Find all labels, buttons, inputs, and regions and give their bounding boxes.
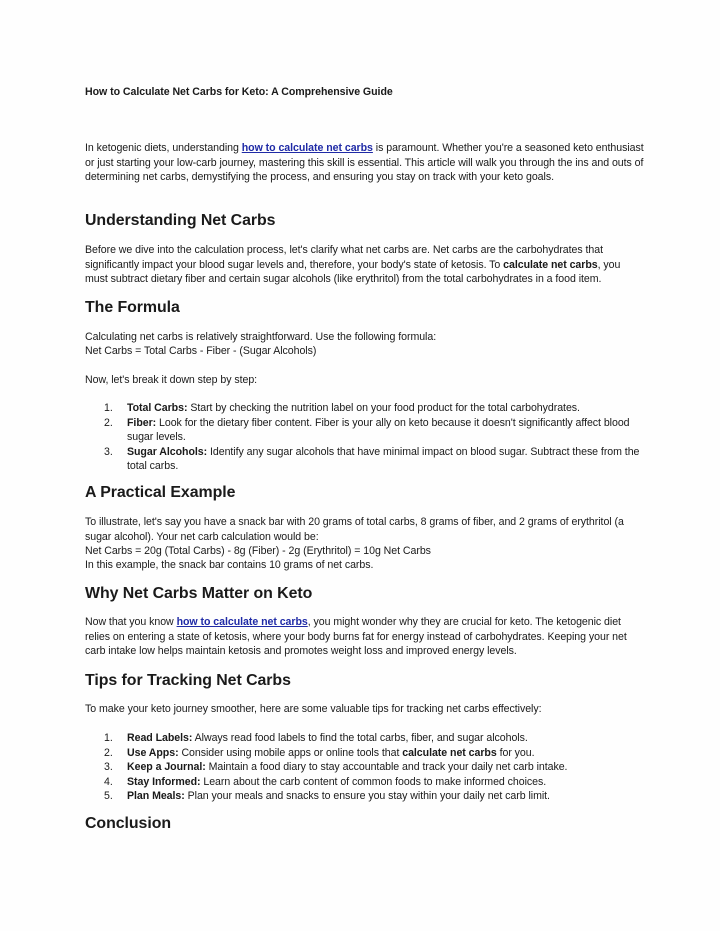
- intro-text-end: is paramount. Whether you're a seasoned keto enthusiast or just starting your low-carb journey, mastering this skill is essential. This article will walk you through the ins and outs of determining net carbs, demystifying the process, and ensuring you stay on track with your keto goals.: [85, 142, 644, 184]
- example-paragraph: To illustrate, let's say you have a snack bar with 20 grams of total carbs, 8 grams of fiber, and 2 grams of erythritol (a sugar alcohol). Your net carb calculation would be:: [85, 516, 624, 543]
- tip-text: Always read food labels to find the total carbs, fiber, and sugar alcohols.: [192, 732, 528, 744]
- section-heading-understanding: Understanding Net Carbs: [85, 212, 276, 229]
- list-item: [85, 445, 645, 474]
- step-label: Sugar Alcohols:: [127, 445, 208, 458]
- step-label: Total Carbs:: [127, 402, 188, 414]
- tip-label: Plan Meals:: [127, 790, 185, 803]
- section-heading-tips: Tips for Tracking Net Carbs: [85, 672, 291, 689]
- tips-list: [85, 731, 645, 804]
- example-equation: Net Carbs = 20g (Total Carbs) - 8g (Fiber) - 2g (Erythritol) = 10g Net Carbs: [85, 545, 431, 557]
- tip-label: Use Apps:: [127, 746, 179, 759]
- list-number: 1.: [104, 402, 113, 414]
- step-text: Start by checking the nutrition label on your food product for the total carbohydrates.: [187, 402, 580, 414]
- document-title: How to Calculate Net Carbs for Keto: A Comprehensive Guide: [85, 86, 393, 98]
- list-item: [85, 416, 645, 445]
- tip-text-end: for you.: [496, 746, 535, 759]
- list-number: 5.: [104, 790, 113, 803]
- why-text-end: , you might wonder why they are crucial for keto. The ketogenic diet relies on entering a state of ketosis, where your body burns fat for energy instead of carbohydrates. Keeping your net carb intake low helps maintain ketosis and promotes weight loss and improved energy levels.: [85, 616, 627, 658]
- list-number: 1.: [104, 732, 113, 744]
- formula-equation: Net Carbs = Total Carbs - Fiber - (Sugar Alcohols): [85, 345, 317, 357]
- formula-intro: Calculating net carbs is relatively straightforward. Use the following formula:: [85, 331, 437, 343]
- list-item: [85, 760, 645, 775]
- step-label: Fiber:: [127, 416, 157, 429]
- tip-label: Read Labels:: [127, 732, 193, 744]
- list-number: 3.: [104, 445, 113, 458]
- list-number: 2.: [104, 416, 113, 429]
- list-item: [85, 746, 645, 761]
- list-number: 2.: [104, 746, 113, 759]
- list-number: 4.: [104, 775, 113, 788]
- section-heading-formula: The Formula: [85, 299, 180, 316]
- intro-paragraph: [85, 141, 645, 185]
- tips-intro: To make your keto journey smoother, here are some valuable tips for tracking net carbs effectively:: [85, 703, 542, 715]
- tip-text: Learn about the carb content of common foods to make informed choices.: [200, 775, 547, 788]
- calculate-net-carbs-emphasis: calculate net carbs: [503, 258, 598, 271]
- understanding-text-end: , you must subtract dietary fiber and certain sugar alcohols (like erythritol) from the total carbohydrates in a food item.: [85, 258, 621, 286]
- list-item: [85, 731, 645, 746]
- understanding-text-start: Before we dive into the calculation process, let's clarify what net carbs are. Net carbs are the carbohydrates that significantly impact your blood sugar levels and, therefore, your body's state of ketosis. To: [85, 244, 603, 271]
- understanding-paragraph: [85, 243, 645, 287]
- step-text: Identify any sugar alcohols that have minimal impact on blood sugar. Subtract these from the total carbs.: [127, 445, 640, 473]
- calculate-net-carbs-emphasis: calculate net carbs: [402, 746, 497, 759]
- why-text-start: Now that you know: [85, 616, 177, 628]
- list-item: [85, 401, 645, 416]
- formula-steps-list: [85, 401, 645, 474]
- why-paragraph: [85, 615, 645, 659]
- tip-text: Consider using mobile apps or online tools that: [178, 746, 403, 759]
- tip-text: Maintain a food diary to stay accountable and track your daily net carb intake.: [205, 761, 568, 774]
- tip-label: Keep a Journal:: [127, 761, 206, 774]
- section-heading-why: Why Net Carbs Matter on Keto: [85, 585, 313, 602]
- tip-label: Stay Informed:: [127, 775, 201, 788]
- formula-step-intro: Now, let's break it down step by step:: [85, 374, 258, 386]
- list-number: 3.: [104, 761, 113, 774]
- how-to-calculate-net-carbs-link[interactable]: how to calculate net carbs: [241, 142, 373, 154]
- intro-text-start: In ketogenic diets, understanding: [85, 142, 242, 154]
- how-to-calculate-net-carbs-link-2[interactable]: how to calculate net carbs: [176, 616, 308, 628]
- section-heading-example: A Practical Example: [85, 484, 236, 501]
- step-text: Look for the dietary fiber content. Fiber is your ally on keto because it doesn't significantly affect blood sugar levels.: [127, 416, 630, 444]
- section-heading-conclusion: Conclusion: [85, 815, 172, 832]
- list-item: [85, 775, 645, 790]
- tip-text: Plan your meals and snacks to ensure you stay within your daily net carb limit.: [184, 790, 550, 803]
- example-conclusion: In this example, the snack bar contains 10 grams of net carbs.: [85, 559, 374, 571]
- list-item: [85, 789, 645, 804]
